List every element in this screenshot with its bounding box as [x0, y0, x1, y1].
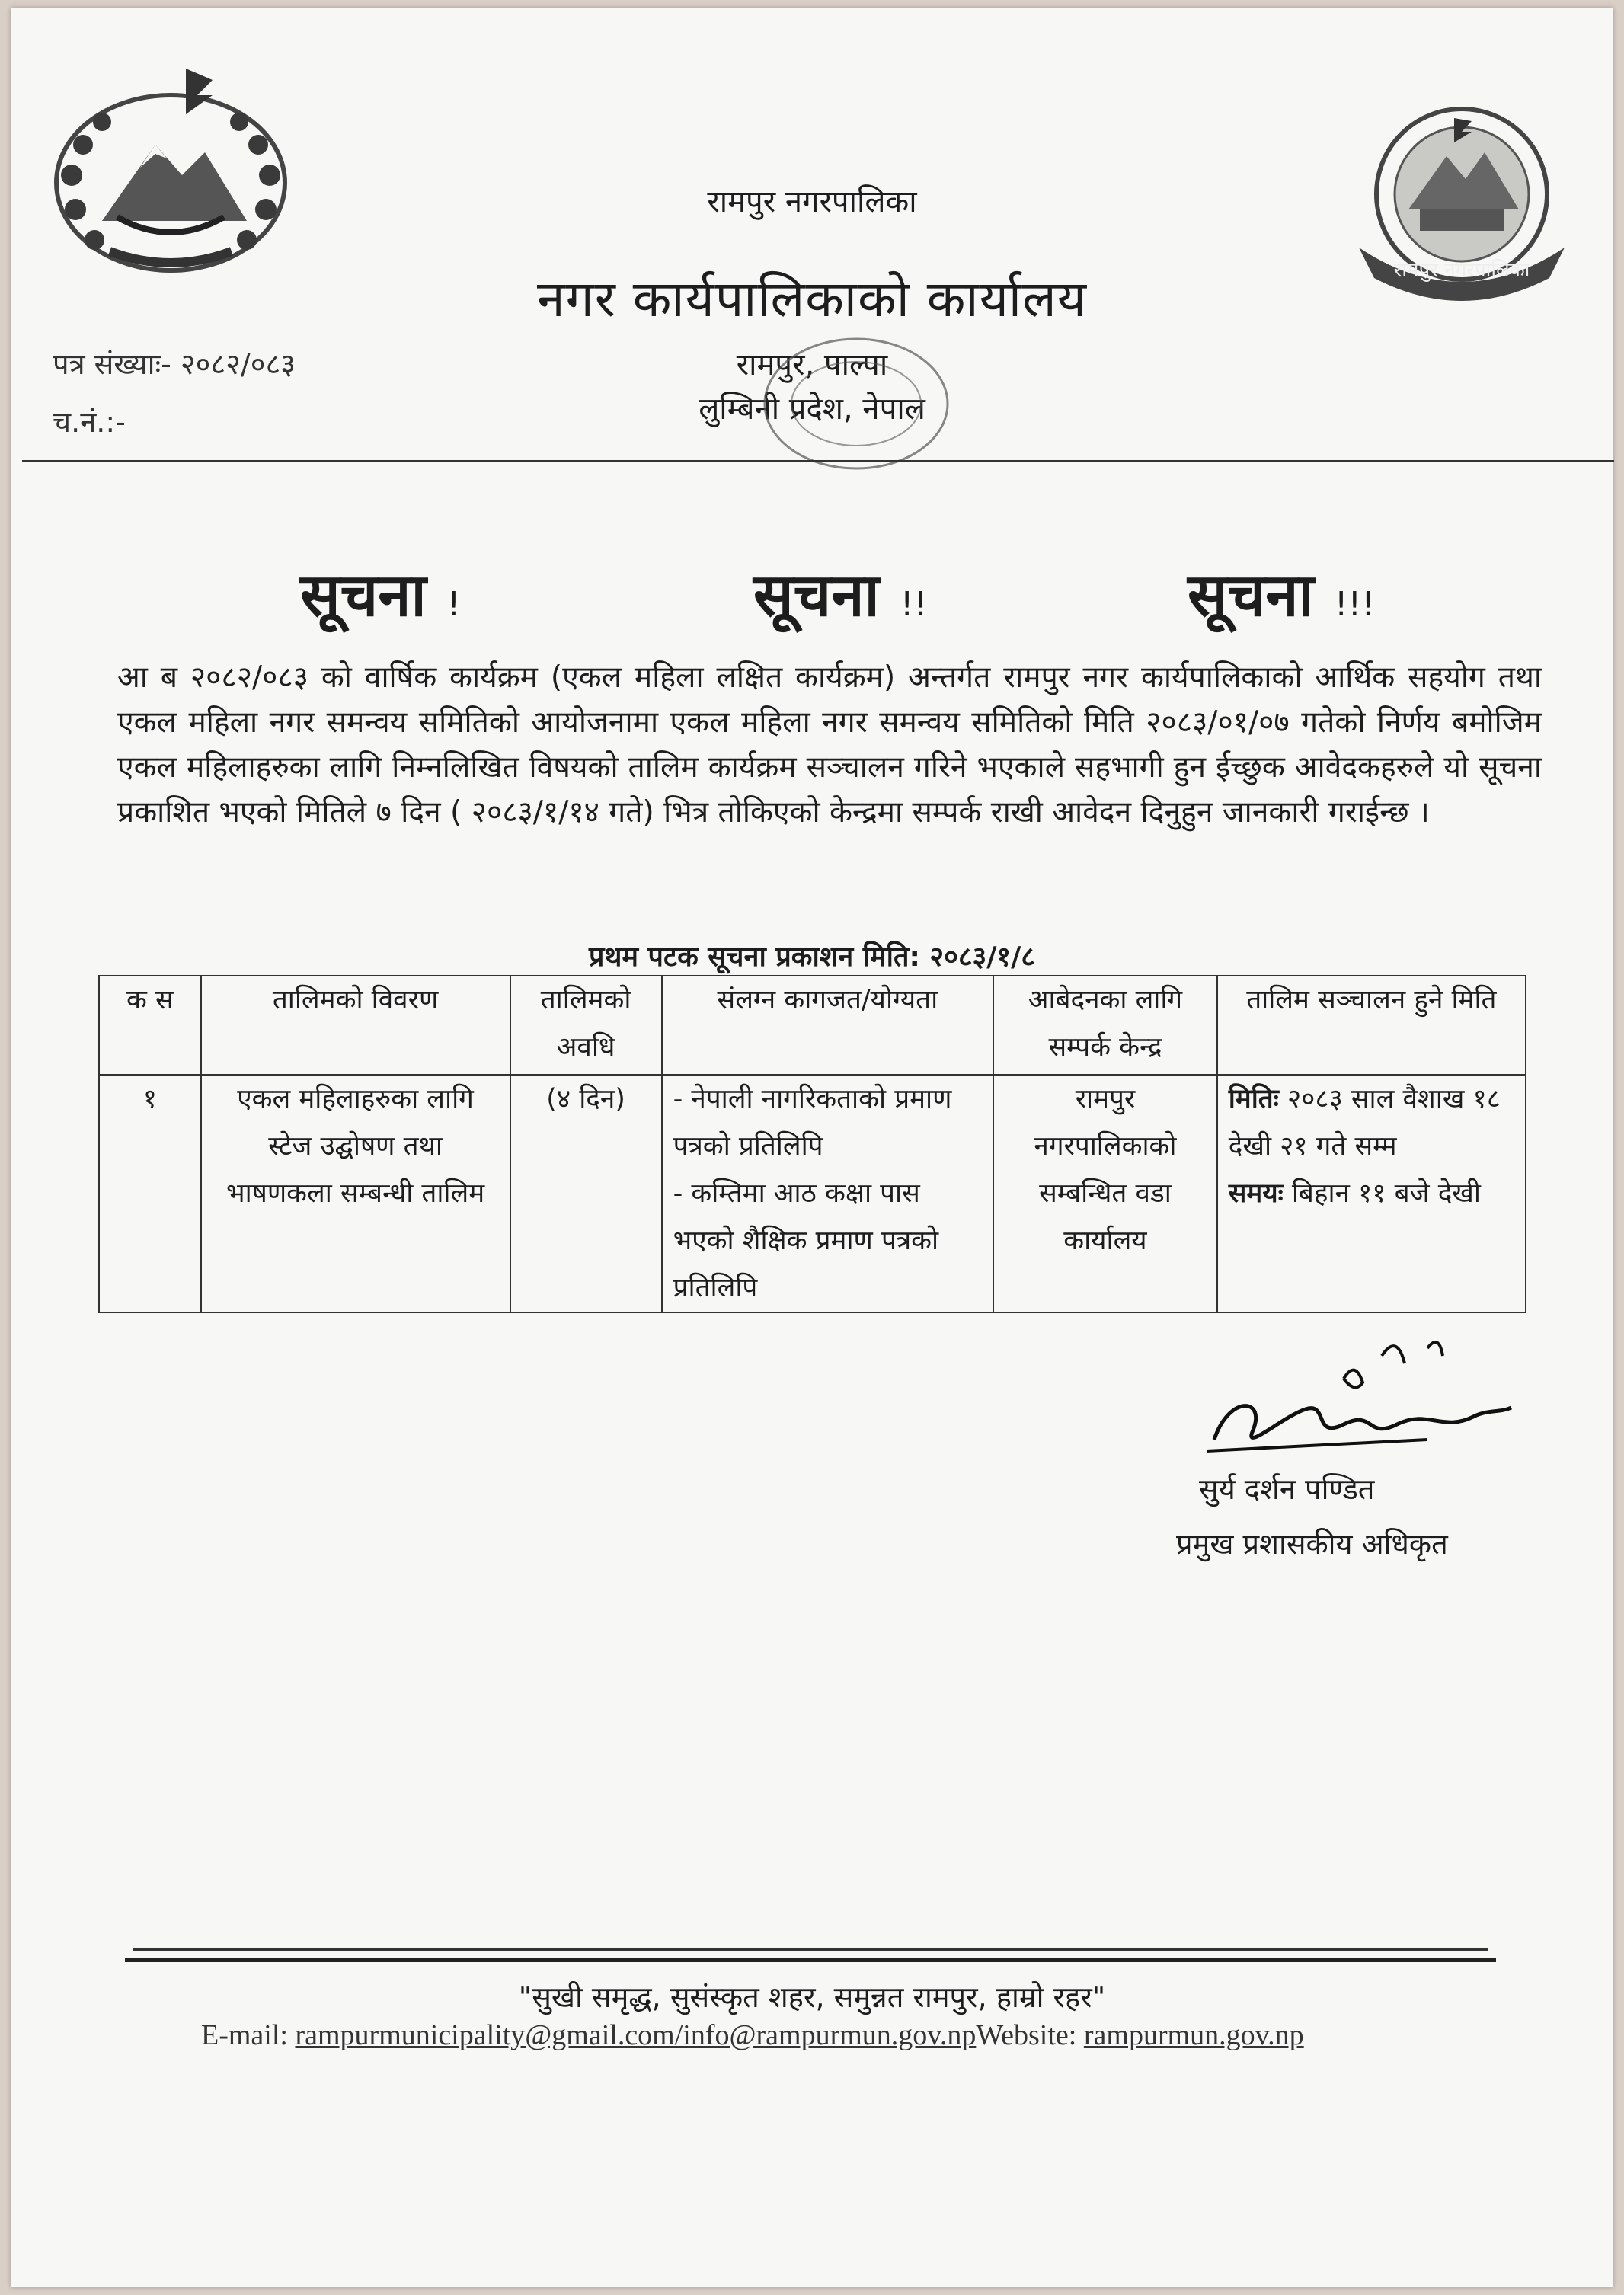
notice-mark: !!: [900, 585, 928, 624]
email-link[interactable]: rampurmunicipality@gmail.com/info@rampurmun.gov.np: [295, 2019, 977, 2051]
header-date: तालिम सञ्चालन हुने मिति: [1217, 976, 1526, 1075]
address-line-2: लुम्बिनी प्रदेश, नेपाल: [699, 392, 925, 427]
requirement-item: - नेपाली नागरिकताको प्रमाण पत्रको प्रतिलिपि: [673, 1084, 952, 1162]
date-label: मितिः: [1228, 1084, 1279, 1114]
time-value: बिहान ११ बजे देखी: [1291, 1178, 1481, 1209]
time-line: [1229, 1170, 1514, 1217]
header-description: तालिमको विवरण: [201, 976, 510, 1075]
signature-icon: [1199, 1325, 1519, 1478]
footer-motto: "सुखी समृद्ध, सुसंस्कृत शहर, समुन्नत रामपुर, हाम्रो रहर": [518, 1980, 1106, 2014]
header-contact: आबेदनका लागि सम्पर्क केन्द्र: [993, 976, 1217, 1075]
header-requirements: संलग्न कागजत/योग्यता: [662, 976, 994, 1075]
letter-page: [11, 8, 1613, 2287]
header-divider: [22, 460, 1614, 462]
header-duration: तालिमको अवधि: [510, 976, 662, 1075]
municipality-name: रामपुर नगरपालिका: [707, 184, 917, 219]
nepal-government-emblem-icon: [41, 61, 300, 289]
address-line-1: रामपुर, पाल्पा: [736, 347, 888, 382]
office-stamp-icon: [742, 328, 970, 480]
training-table: [98, 975, 1526, 1313]
footer-divider-thick: [125, 1958, 1496, 1962]
publication-date: प्रथम पटक सूचना प्रकाशन मिति: २०८३/१/८: [588, 941, 1036, 973]
notice-heading-3: [1188, 552, 1375, 633]
cell-requirements: [662, 1075, 994, 1312]
letter-number: पत्र संख्याः- २०८२/०८३: [53, 347, 296, 381]
email-label: E-mail:: [201, 2019, 288, 2051]
notice-word: सूचना: [753, 561, 880, 630]
footer-divider-thin: [133, 1948, 1488, 1951]
office-title: नगर कार्यपालिकाको कार्यालय: [537, 270, 1087, 328]
footer-contact: [201, 2019, 1534, 2052]
requirement-item: - कम्तिमा आठ कक्षा पास भएको शैक्षिक प्रमाण पत्रको प्रतिलिपि: [673, 1178, 939, 1303]
date-value: २०८३ साल वैशाख १८ देखी २१ गते सम्म: [1228, 1084, 1501, 1162]
notice-mark: !!!: [1334, 585, 1375, 624]
signer-name: सुर्य दर्शन पण्डित: [1199, 1472, 1375, 1506]
reference-block: [53, 335, 296, 451]
table-row: [99, 1075, 1526, 1312]
table-header-row: [99, 976, 1526, 1075]
date-line: [1229, 1076, 1514, 1170]
website-link[interactable]: rampurmun.gov.np: [1083, 2019, 1304, 2051]
cell-description: एकल महिलाहरुका लागि स्टेज उद्घोषण तथा भाषणकला सम्बन्धी तालिम: [201, 1075, 510, 1312]
header-sn: क स: [99, 976, 201, 1075]
notice-heading-1: [300, 552, 461, 633]
cell-sn: १: [99, 1075, 201, 1312]
notice-word: सूचना: [1188, 561, 1314, 630]
notice-paragraph: आ ब २०८२/०८३ को वार्षिक कार्यक्रम (एकल महिला लक्षित कार्यक्रम) अन्तर्गत रामपुर नगर कार्यपालिकाको आर्थिक सहयोग तथा एकल महिला नगर समन्वय समितिको आयोजनामा एकल महिला नगर समन्वय समितिको मिति २०८३/०१/०७ गतेको निर्णय बमोजिम एकल महिलाहरुका लागि निम्नलिखित विषयको तालिम कार्यक्रम सञ्चालन गरिने भएकाले सहभागी हुन ईच्छुक आवेदकहरुले यो सूचना प्रकाशित भएको मितिले ७ दिन ( २०८३/१/१४ गते) भित्र तोकिएको केन्द्रमा सम्पर्क राखी आवेदन दिनुहुन जानकारी गराईन्छ ।: [117, 660, 1542, 829]
emblem-ribbon-text: रामपुर नगरपालिका: [1393, 259, 1530, 282]
dispatch-number: च.नं.:-: [53, 405, 126, 439]
cell-duration: (४ दिन): [510, 1075, 662, 1312]
time-label: समयः: [1228, 1178, 1284, 1209]
cell-date: [1217, 1075, 1526, 1312]
signer-title: प्रमुख प्रशासकीय अधिकृत: [1176, 1527, 1448, 1561]
notice-word: सूचना: [300, 561, 427, 630]
cell-contact: रामपुर नगरपालिकाको सम्बन्धित वडा कार्यालय: [993, 1075, 1217, 1312]
website-label: Website:: [976, 2019, 1077, 2051]
notice-heading-2: [753, 552, 927, 633]
notice-mark: !: [446, 585, 461, 624]
